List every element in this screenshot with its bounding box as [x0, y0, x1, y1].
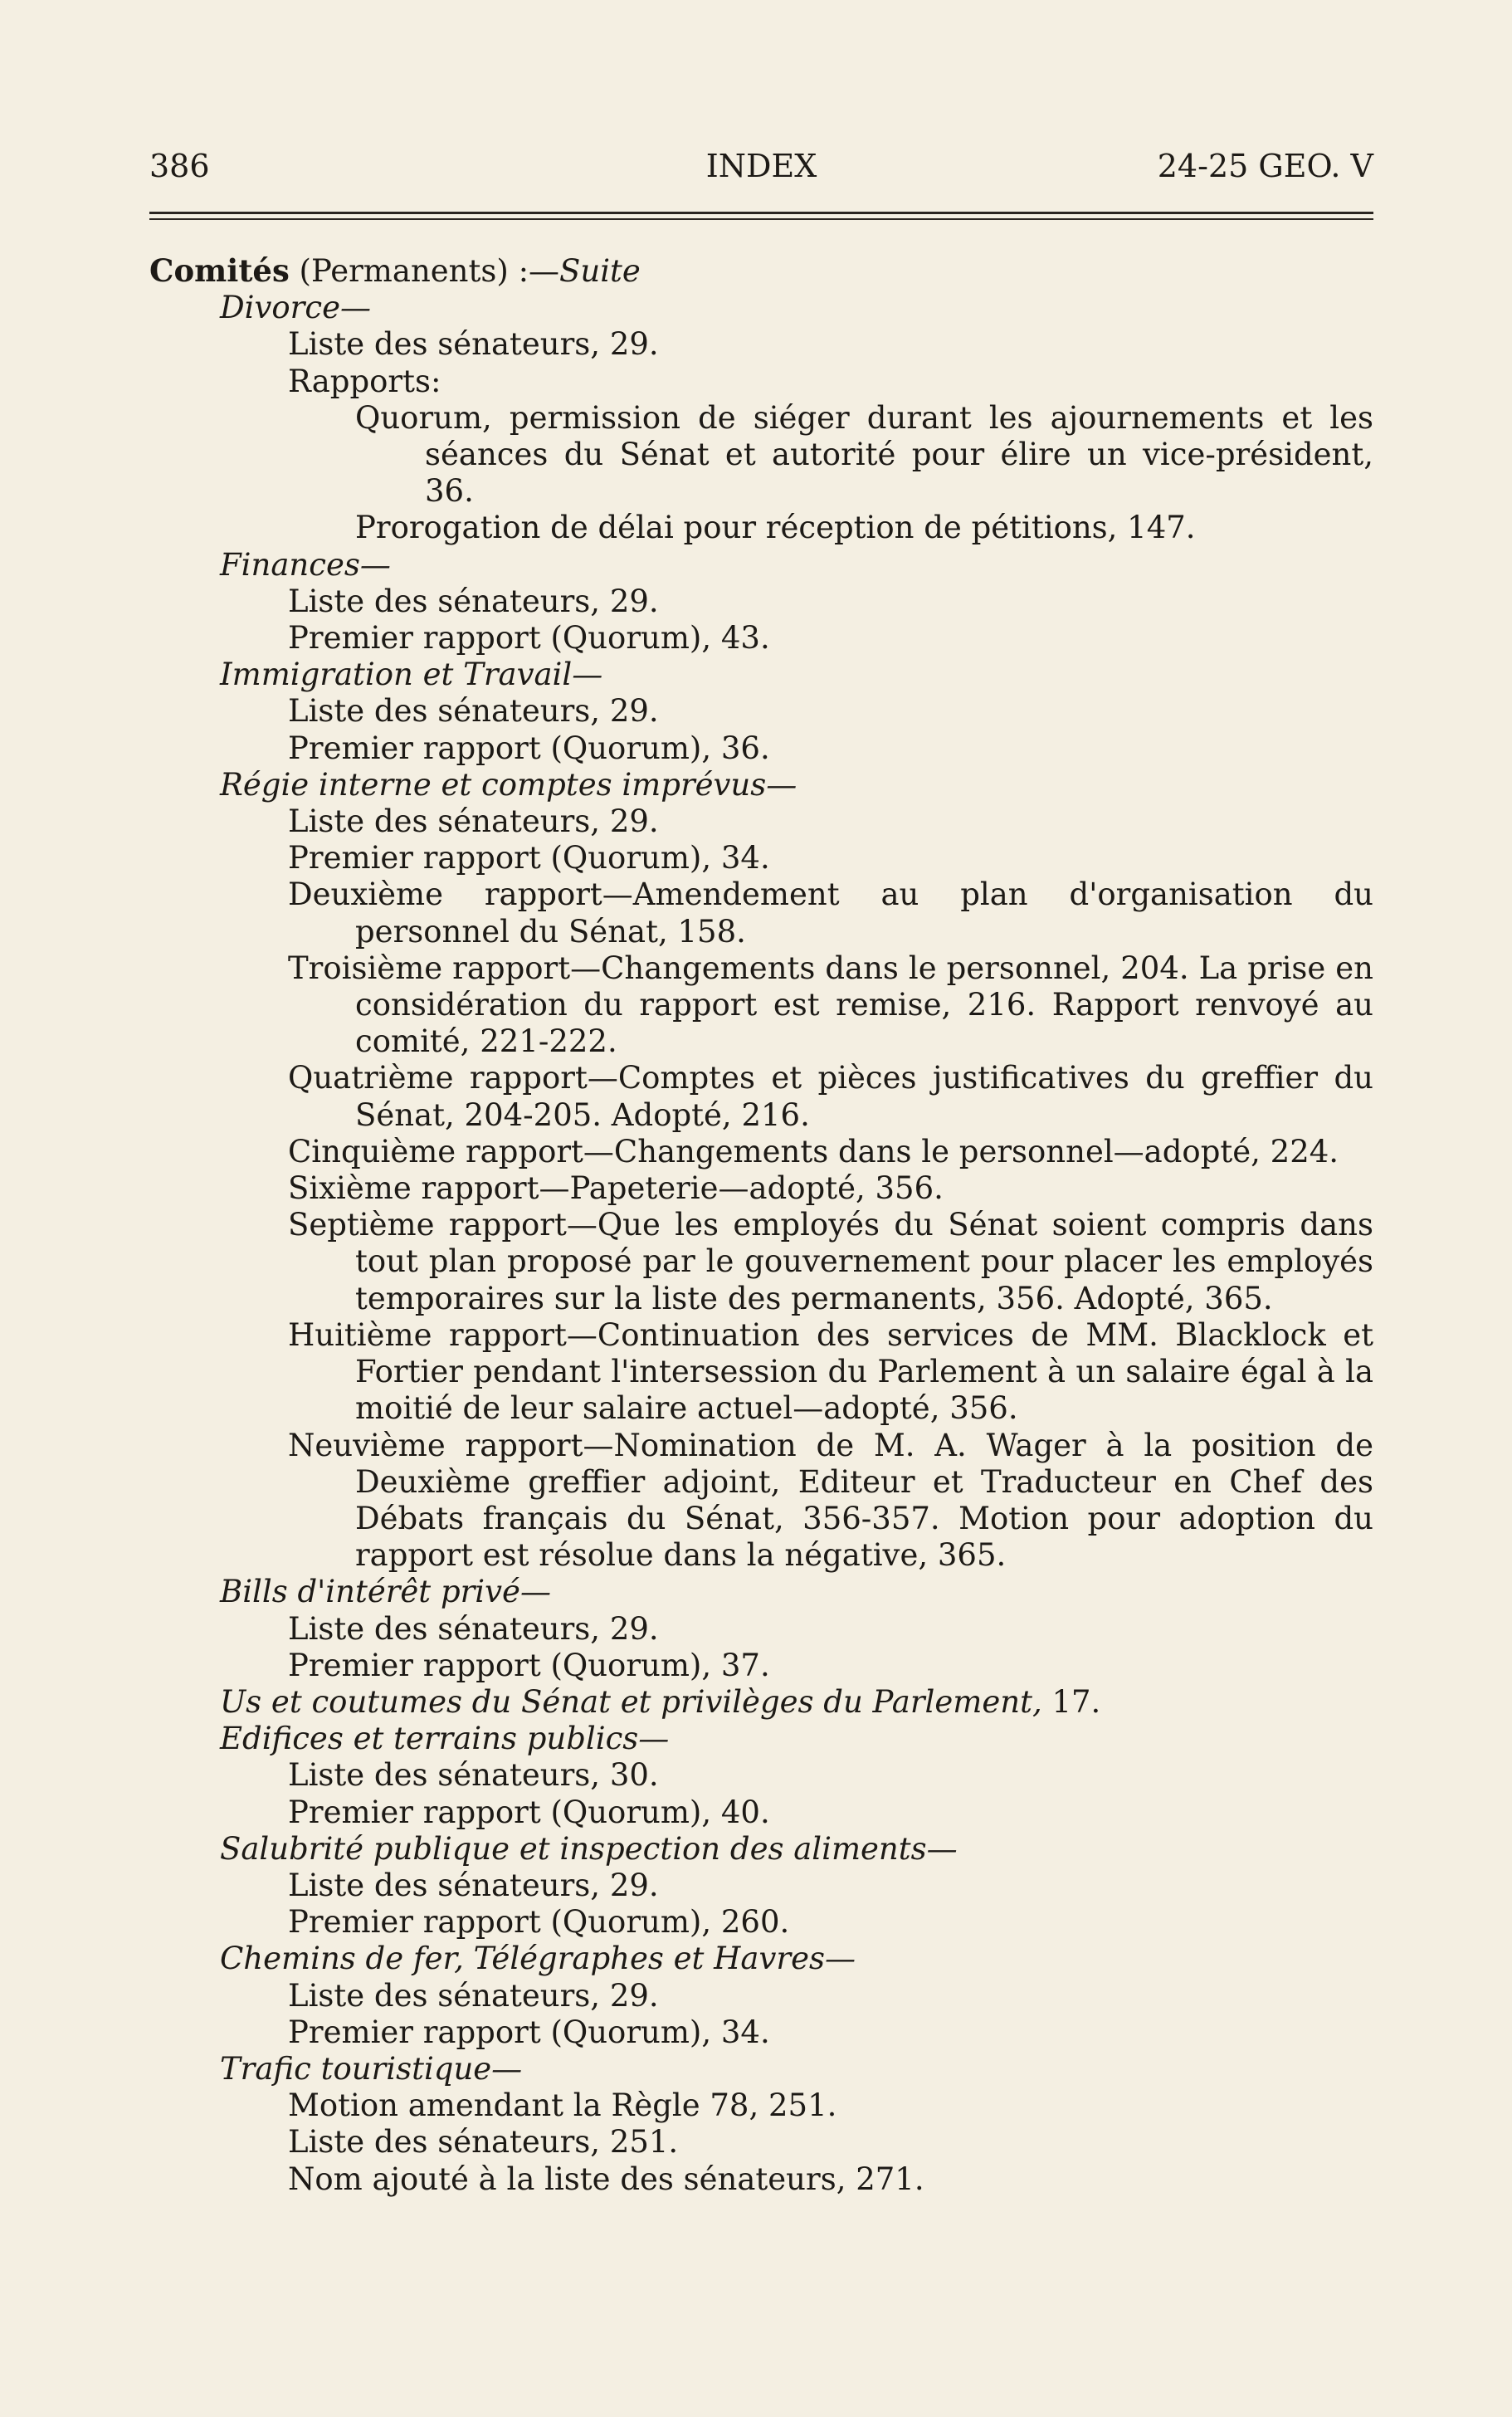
- heading-continued: Suite: [559, 253, 641, 289]
- divorce-line: Rapports:: [288, 363, 441, 399]
- salubrite-title: Salubrité publique et inspection des aliments—: [220, 1830, 958, 1867]
- divorce-line: Liste des sénateurs, 29.: [288, 326, 659, 363]
- edifices-line: Premier rapport (Quorum), 40.: [288, 1794, 770, 1830]
- chemins-line: Premier rapport (Quorum), 34.: [288, 2014, 770, 2050]
- index-body: [149, 252, 1373, 2198]
- regie-title: Régie interne et comptes imprévus—: [220, 766, 797, 803]
- edifices-line: Liste des sénateurs, 30.: [288, 1757, 659, 1794]
- heading-qualifier: (Permanents) :—: [289, 253, 560, 289]
- regie-line: Quatrième rapport—Comptes et pièces justificatives du greffier du Sénat, 204-205. Adopté, 216.: [288, 1060, 1373, 1133]
- salubrite-line: Liste des sénateurs, 29.: [288, 1867, 659, 1903]
- usages-page: 17.: [1041, 1683, 1101, 1720]
- immigration-title: Immigration et Travail—: [220, 657, 603, 693]
- page-title: INDEX: [705, 148, 817, 184]
- regie-line: Deuxième rapport—Amendement au plan d'organisation du personnel du Sénat, 158.: [288, 876, 1373, 950]
- divorce-line: Prorogation de délai pour réception de pétitions, 147.: [355, 510, 1196, 546]
- regie-line: Premier rapport (Quorum), 34.: [288, 840, 770, 876]
- finances-title: Finances—: [220, 546, 391, 583]
- regie-line: Huitième rapport—Continuation des services de MM. Blacklock et Fortier pendant l'intersession du Parlement à un salaire égal à la moitié de leur salaire actuel—adopté, 356.: [288, 1316, 1373, 1427]
- chemins-title: Chemins de fer, Télégraphes et Havres—: [220, 1941, 856, 1977]
- trafic-line: Liste des sénateurs, 251.: [288, 2124, 679, 2161]
- running-head: [149, 143, 1373, 189]
- trafic-line: Nom ajouté à la liste des sénateurs, 271.: [288, 2161, 924, 2197]
- regie-line: Septième rapport—Que les employés du Sénat soient compris dans tout plan proposé par le gouvernement pour placer les employés temporaires sur la liste des permanents, 356. Adopté, 365.: [288, 1207, 1373, 1316]
- page-number: 386: [149, 148, 210, 184]
- usages-entry: [149, 1684, 1373, 1721]
- regie-line: Neuvième rapport—Nomination de M. A. Wager à la position de Deuxième greffier adjoint, Editeur et Traducteur en Chef des Débats français du Sénat, 356-357. Motion pour adoption du rapport est résolue dans la négative, 365.: [288, 1427, 1373, 1574]
- regie-line: Liste des sénateurs, 29.: [288, 803, 659, 840]
- heading-label: Comités: [149, 252, 290, 289]
- regie-line: Cinquième rapport—Changements dans le personnel—adopté, 224.: [288, 1133, 1339, 1169]
- immigration-line: Liste des sénateurs, 29.: [288, 693, 659, 730]
- finances-line: Liste des sénateurs, 29.: [288, 583, 659, 619]
- divorce-title: Divorce—: [220, 290, 371, 326]
- immigration-line: Premier rapport (Quorum), 36.: [288, 730, 770, 766]
- divorce-line: Quorum, permission de siéger durant les ajournements et les séances du Sénat et autorité pour élire un vice-président, 36.: [355, 399, 1373, 510]
- bills-line: Liste des sénateurs, 29.: [288, 1610, 659, 1647]
- usages-title: Us et coutumes du Sénat et privilèges du Parlement,: [220, 1683, 1042, 1720]
- finances-line: Premier rapport (Quorum), 43.: [288, 620, 770, 657]
- index-heading: [149, 252, 1373, 290]
- trafic-title: Trafic touristique—: [220, 2050, 523, 2087]
- salubrite-line: Premier rapport (Quorum), 260.: [288, 1904, 790, 1941]
- regie-line: Sixième rapport—Papeterie—adopté, 356.: [288, 1170, 944, 1207]
- edifices-title: Edifices et terrains publics—: [220, 1721, 670, 1757]
- regie-line: Troisième rapport—Changements dans le personnel, 204. La prise en considération du rapport est remise, 216. Rapport renvoyé au comité, 221-222.: [288, 950, 1373, 1060]
- double-rule: [149, 212, 1373, 220]
- chemins-line: Liste des sénateurs, 29.: [288, 1977, 659, 2014]
- volume-label: 24-25 GEO. V: [1157, 148, 1373, 184]
- trafic-line: Motion amendant la Règle 78, 251.: [288, 2087, 837, 2124]
- bills-title: Bills d'intérêt privé—: [220, 1574, 551, 1610]
- bills-line: Premier rapport (Quorum), 37.: [288, 1647, 770, 1683]
